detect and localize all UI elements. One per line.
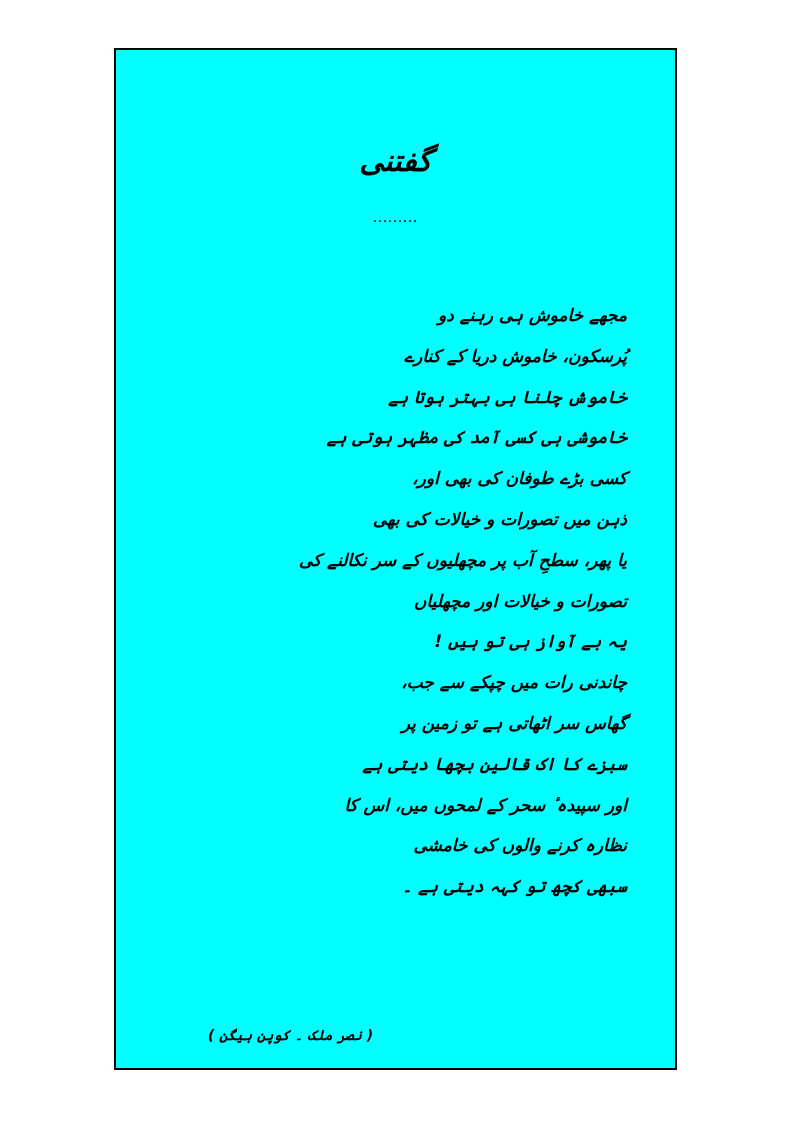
poem-line: سبزے کا اک قالین بچھا دیتی ہے (362, 754, 627, 775)
poem-line: خاموش چلنا ہی بہتر ہوتا ہے (388, 387, 627, 408)
poem-title: گفتنی (359, 144, 432, 179)
poem-line: کسی بڑے طوفان کی بھی اور، (412, 469, 627, 490)
poem-line: تصورات و خیالات اور مچھلیاں (413, 591, 627, 612)
poem-line: سبھی کچھ تو کہہ دیتی ہے ۔ (402, 877, 627, 898)
poem-line: یا پھر، سطحِ آب پر مچھلیوں کے سر نکالنے کی (298, 550, 627, 571)
poem-line: خاموشی ہی کسی آمد کی مظہر ہوتی ہے (326, 428, 627, 449)
author-signature: ( نصر ملک ۔ کوپن ہیگن ) (208, 1028, 374, 1044)
poem-line: مجھے خاموش ہی رہنے دو (437, 306, 627, 326)
poem-line: ذہن میں تصورات و خیالات کی بھی (372, 509, 627, 530)
poem-line: چاندنی رات میں چپکے سے جب، (401, 673, 627, 694)
poem-body (207, 296, 627, 908)
poem-panel (114, 48, 677, 1070)
poem-line: یہ بے آواز ہی تو ہیں ! (434, 632, 627, 653)
poem-line: اور سپیدہ ٔ سحر کے لمحوں میں، اس کا (344, 795, 627, 816)
poem-line: پُرسکون، خاموش دریا کے کنارے (404, 346, 627, 367)
title-separator: ......... (373, 209, 418, 226)
poem-line: گھاس سر اٹھاتی ہے تو زمین پر (401, 713, 627, 734)
poem-line: نظارہ کرنے والوں کی خامشی (413, 836, 627, 857)
